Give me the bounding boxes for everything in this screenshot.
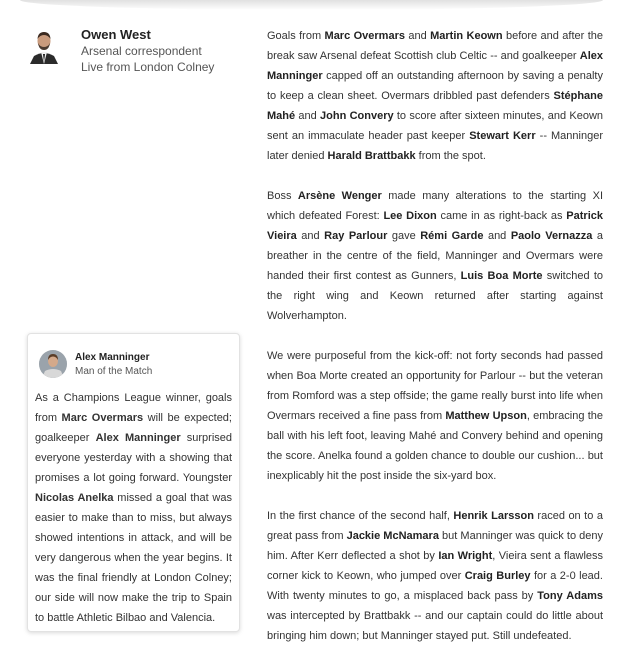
text-run: -- Manninger later denied: [267, 130, 603, 162]
player-name: Harald Brattbakk: [327, 150, 416, 162]
text-run: to score after sixteen minutes, and Keown sent an immaculate header past keeper: [267, 110, 604, 142]
player-name: Martin Keown: [430, 30, 503, 42]
player-name: Matthew Upson: [445, 410, 527, 422]
text-run: raced on to a great pass from: [267, 510, 603, 542]
motm-title: Man of the Match: [75, 366, 153, 377]
text-run: , Vieira sent a flawless corner kick to Keown, who jumped over: [267, 550, 604, 582]
author-avatar: [26, 28, 62, 64]
text-run: switched to the right wing and Keown returned after starting against Wolverhampton.: [267, 270, 603, 322]
text-run: surprised everyone yesterday with a showing that promises a lot going forward. Youngster: [35, 432, 233, 484]
player-name: Luis Boa Morte: [460, 270, 543, 282]
player-name: Henrik Larsson: [453, 510, 534, 522]
text-run: from the spot.: [415, 150, 486, 162]
player-name: Craig Burley: [464, 570, 531, 582]
motm-name: Alex Manninger: [75, 352, 150, 363]
text-run: capped off an outstanding afternoon by saving a penalty to keep a clean sheet. Overmars dribbled past defenders: [267, 70, 603, 102]
text-run: and: [483, 230, 511, 242]
text-run: Boss: [267, 190, 298, 202]
player-name: John Convery: [320, 110, 394, 122]
player-name: Arsène Wenger: [297, 190, 382, 202]
article-paragraph: [267, 26, 603, 166]
player-name: Nicolas Anelka: [35, 492, 114, 504]
article-paragraph: [267, 346, 603, 486]
motm-avatar: [39, 350, 67, 378]
player-name: Ian Wright: [438, 550, 493, 562]
man-of-the-match-box: [27, 333, 240, 632]
match-report: [267, 26, 603, 666]
player-name: Alex Manninger: [267, 50, 603, 82]
author-location: Live from London Colney: [81, 60, 215, 74]
player-name: Rémi Garde: [420, 230, 484, 242]
player-name: Tony Adams: [537, 590, 603, 602]
text-run: made many alterations to the starting XI which defeated Forest:: [267, 190, 603, 222]
text-run: before and after the break saw Arsenal defeat Scottish club Celtic -- and goalkeeper: [267, 30, 603, 62]
motm-header: [28, 334, 239, 382]
player-name: Patrick Vieira: [267, 210, 603, 242]
text-run: was intercepted by Brattbakk -- and our captain could do little about bringing him down; but Manninger stayed put. Still undefeated.: [267, 610, 603, 642]
text-run: came in as right-back as: [436, 210, 567, 222]
article-paragraph: [267, 506, 603, 646]
text-run: and: [404, 30, 431, 42]
player-name: Stéphane Mahé: [267, 90, 603, 122]
player-name: Jackie McNamara: [346, 530, 439, 542]
text-run: a breather in the centre of the field, Manninger and Overmars were handed their first contest as Gunners,: [267, 230, 603, 282]
player-name: Marc Overmars: [61, 412, 144, 424]
author-role: Arsenal correspondent: [81, 44, 202, 58]
author-name: Owen West: [81, 27, 151, 42]
player-name: Lee Dixon: [383, 210, 437, 222]
motm-text: [35, 388, 232, 628]
text-run: and: [296, 230, 325, 242]
author-byline: [26, 26, 256, 76]
player-name: Marc Overmars: [324, 30, 405, 42]
text-run: for a 2-0 lead. With twenty minutes to go, a misplaced back pass by: [267, 570, 603, 602]
text-run: As a Champions League winner, goals from: [35, 392, 232, 424]
player-name: Stewart Kerr: [469, 130, 536, 142]
text-run: , embracing the ball with his left foot, leaving Mahé and Convery behind and opening the score. Anelka found a golden chance to double our cushion... but inexplicably hit the post inside the six-yard box.: [267, 410, 603, 482]
text-run: missed a goal that was easier to make than to miss, but always showed intentions in attack, and will be very dangerous when the year begins. It was the final friendly at London Colney; our side will now make the trip to Spain to battle Athletic Bilbao and Valencia.: [35, 492, 232, 624]
text-run: In the first chance of the second half,: [267, 510, 454, 522]
text-run: and: [295, 110, 321, 122]
text-run: will be expected; goalkeeper: [35, 412, 232, 444]
player-name: Alex Manninger: [95, 432, 181, 444]
text-run: but Manninger was quick to deny him. After Kerr deflected a shot by: [267, 530, 604, 562]
text-run: Goals from: [267, 30, 325, 42]
player-name: Ray Parlour: [324, 230, 388, 242]
player-name: Paolo Vernazza: [510, 230, 593, 242]
header-shadow: [20, 0, 603, 10]
article-paragraph: [267, 186, 603, 326]
text-run: gave: [387, 230, 421, 242]
text-run: We were purposeful from the kick-off: not forty seconds had passed when Boa Morte created an opportunity for Parlour -- but the veteran from Romford was a step offside; the game really burst into life when Overmars received a fine pass from: [267, 350, 603, 422]
